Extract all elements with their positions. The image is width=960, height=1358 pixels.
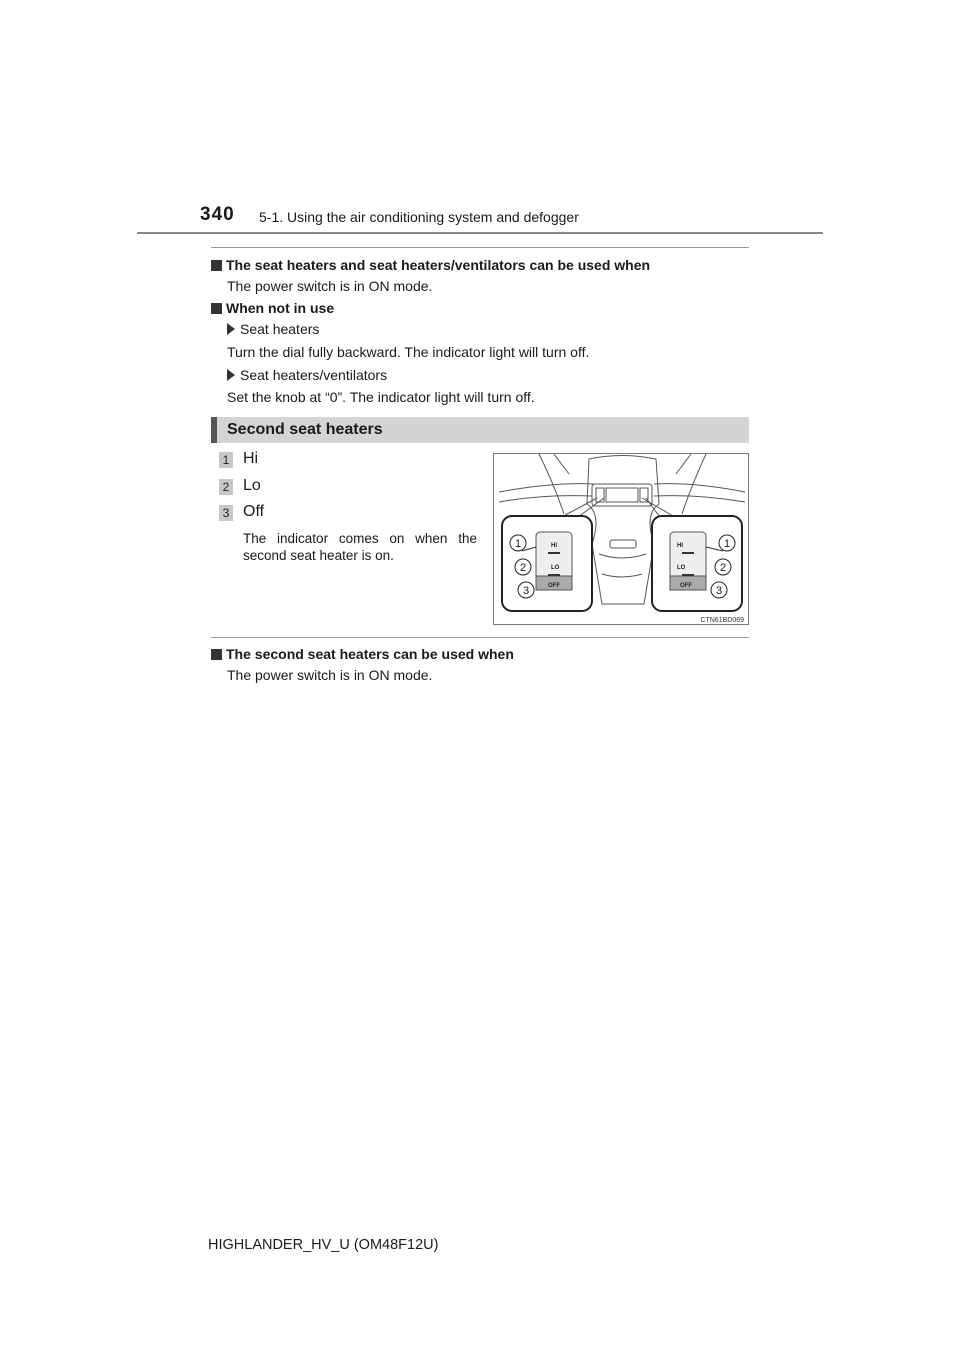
block-divider bbox=[211, 247, 749, 248]
square-bullet-icon bbox=[211, 303, 222, 314]
bullet-description: Set the knob at “0”. The indicator light will turn off. bbox=[227, 389, 535, 405]
block-text: The power switch is in ON mode. bbox=[227, 278, 433, 294]
bullet-description: Turn the dial fully backward. The indicator light will turn off. bbox=[227, 344, 590, 360]
footer-model-code: HIGHLANDER_HV_U (OM48F12U) bbox=[208, 1237, 439, 1253]
indicator-note: The indicator comes on when the second seat heater is on. bbox=[243, 531, 477, 563]
block-heading-text: The second seat heaters can be used when bbox=[226, 646, 514, 662]
item-number-badge: 3 bbox=[219, 505, 233, 521]
block-heading bbox=[211, 300, 334, 316]
block-divider bbox=[211, 637, 749, 638]
callout-number: 1 bbox=[723, 538, 731, 550]
callout-number: 2 bbox=[719, 562, 727, 574]
callout-number: 1 bbox=[514, 538, 522, 550]
section-heading-bar bbox=[211, 417, 749, 443]
bullet-text: Seat heaters bbox=[240, 321, 320, 337]
block-heading bbox=[211, 646, 514, 662]
section-heading-text: Second seat heaters bbox=[227, 421, 383, 438]
callout-number: 3 bbox=[522, 585, 530, 597]
block-text: The power switch is in ON mode. bbox=[227, 667, 433, 683]
seat-heater-illustration bbox=[493, 453, 749, 625]
off-button-label-right: OFF bbox=[680, 583, 692, 589]
triangle-bullet-icon bbox=[227, 323, 235, 335]
lo-button-label-left: LO bbox=[551, 565, 560, 571]
illustration-code: CTN61BD069 bbox=[700, 617, 744, 624]
page-number: 340 bbox=[200, 204, 235, 225]
callout-number: 2 bbox=[519, 562, 527, 574]
square-bullet-icon bbox=[211, 260, 222, 271]
callout-number: 3 bbox=[715, 585, 723, 597]
hi-button-label-left: HI bbox=[551, 543, 557, 549]
block-heading-text: The seat heaters and seat heaters/ventilators can be used when bbox=[226, 257, 651, 273]
triangle-bullet-icon bbox=[227, 369, 235, 381]
header-divider bbox=[137, 232, 823, 234]
lo-button-label-right: LO bbox=[677, 565, 686, 571]
bullet-item bbox=[227, 321, 319, 337]
bullet-text: Seat heaters/ventilators bbox=[240, 367, 388, 383]
block-heading bbox=[211, 257, 650, 273]
item-number-badge: 2 bbox=[219, 479, 233, 495]
item-label: Off bbox=[243, 503, 265, 520]
item-label: Lo bbox=[243, 477, 261, 494]
hi-button-label-right: HI bbox=[677, 543, 683, 549]
item-label: Hi bbox=[243, 450, 259, 467]
bullet-item bbox=[227, 367, 387, 383]
item-number-badge: 1 bbox=[219, 452, 233, 468]
block-heading-text: When not in use bbox=[226, 300, 335, 316]
square-bullet-icon bbox=[211, 649, 222, 660]
section-title: 5-1. Using the air conditioning system and defogger bbox=[259, 209, 579, 225]
console-diagram bbox=[494, 454, 749, 625]
off-button-label-left: OFF bbox=[548, 583, 560, 589]
